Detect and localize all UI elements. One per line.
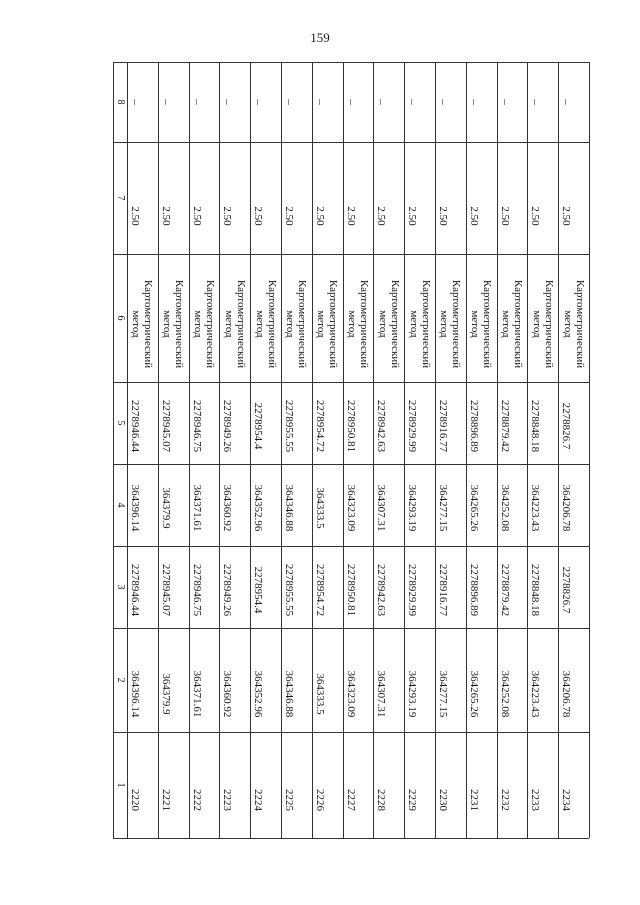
table-cell: 2278929.99 <box>406 563 419 617</box>
table-cell-method: Картометрический метод <box>469 279 494 369</box>
table-cell: 364379.9 <box>159 487 172 529</box>
table-cell: 364371.61 <box>190 670 203 718</box>
table-cell: 364379.9 <box>159 673 172 715</box>
table-header-cell: 4 <box>115 502 126 508</box>
table-cell-method: Картометрический метод <box>376 279 401 369</box>
table-cell: 2278949.26 <box>221 563 234 617</box>
table-cell: 364360.92 <box>221 484 234 532</box>
table-cell: 364396.14 <box>129 484 141 532</box>
table-cell-method: Картометрический метод <box>407 279 432 369</box>
table-cell: 2.50 <box>159 206 172 226</box>
page-number: 159 <box>310 30 330 45</box>
table-column-divider <box>113 62 589 63</box>
table-cell: – <box>375 99 388 105</box>
table-cell: 2278945.07 <box>159 563 172 617</box>
table-cell-method: Картометрический метод <box>192 279 216 369</box>
table-cell: – <box>313 99 326 105</box>
table-cell: 2.50 <box>498 206 511 226</box>
table-cell-method: Картометрический метод <box>161 279 186 369</box>
table-column-divider <box>113 142 589 143</box>
table-cell: 2230 <box>437 789 449 811</box>
table-cell: 2231 <box>467 789 480 811</box>
table-header-cell: 8 <box>115 99 126 105</box>
table-header-cell: 6 <box>115 315 126 321</box>
table-cell: 364323.09 <box>344 670 357 718</box>
table-cell: 2278954.72 <box>313 563 326 617</box>
table-cell: – <box>283 99 295 105</box>
table-cell: 364352.96 <box>252 670 265 718</box>
table-cell: 364252.08 <box>498 670 511 718</box>
table-cell: 364346.88 <box>283 670 295 718</box>
table-row-divider <box>281 62 282 838</box>
table-row-divider <box>558 62 559 838</box>
table-cell: 364293.19 <box>406 670 419 718</box>
table-cell: 364396.14 <box>129 670 141 718</box>
table-cell: 2234 <box>560 789 573 811</box>
table-cell: 364307.31 <box>375 484 388 532</box>
table-cell: 2.50 <box>560 206 573 226</box>
table-cell: 2278950.81 <box>344 563 357 617</box>
table-column-divider <box>113 546 589 547</box>
table-cell: 2229 <box>406 789 419 811</box>
table-cell: 2278879.42 <box>498 563 511 617</box>
table-cell: – <box>344 99 357 105</box>
table-cell: 2224 <box>252 789 265 811</box>
table-header-cell: 5 <box>115 420 126 426</box>
table-cell: 364346.88 <box>283 484 295 532</box>
table-cell: 2278879.42 <box>498 399 511 453</box>
table-row-divider <box>158 62 159 838</box>
table-cell: 2278954.4 <box>252 402 265 450</box>
table-cell: 364206.78 <box>560 484 573 532</box>
table-row-divider <box>466 62 467 838</box>
table-cell-method: Картометрический метод <box>222 279 247 369</box>
table-cell: 2278916.77 <box>437 563 449 617</box>
table-cell: 364206.78 <box>560 670 573 718</box>
table-cell-method: Картометрический метод <box>346 279 370 369</box>
table-cell: 2232 <box>498 789 511 811</box>
table-cell: 2.50 <box>375 206 388 226</box>
table-cell: 2278929.99 <box>406 399 419 453</box>
table-cell: 364333.5 <box>313 487 326 529</box>
table-cell: 2.50 <box>529 206 542 226</box>
table-cell: 2222 <box>190 789 203 811</box>
table-cell: 2233 <box>529 789 542 811</box>
table-cell: – <box>406 99 419 105</box>
table-cell: 364277.15 <box>437 670 449 718</box>
table-cell: 364307.31 <box>375 670 388 718</box>
table-cell: 2.50 <box>467 206 480 226</box>
table-cell: – <box>159 99 172 105</box>
table-column-divider <box>113 628 589 629</box>
table-cell-method: Картометрический метод <box>315 279 340 369</box>
table-row-divider <box>497 62 498 838</box>
table-cell-method: Картометрический метод <box>500 279 524 369</box>
table-cell: – <box>437 99 449 105</box>
table-row-divider <box>219 62 220 838</box>
table-cell: 2278954.4 <box>252 566 265 614</box>
table-cell: 2278826.7 <box>560 402 573 450</box>
table-cell: 364371.61 <box>190 484 203 532</box>
table-row-divider <box>404 62 405 838</box>
table-row-divider <box>250 62 251 838</box>
table-cell: – <box>252 99 265 105</box>
table-cell: – <box>498 99 511 105</box>
table-cell: 364333.5 <box>313 673 326 715</box>
table-cell: 2278942.63 <box>375 563 388 617</box>
table-cell: – <box>529 99 542 105</box>
table-cell: 2278945.07 <box>159 399 172 453</box>
table-cell: 2228 <box>375 789 388 811</box>
table-cell: 2223 <box>221 789 234 811</box>
table-cell: 2278826.7 <box>560 566 573 614</box>
table-cell: 2278896.89 <box>467 563 480 617</box>
table-cell: 2.50 <box>221 206 234 226</box>
table-cell: 2.50 <box>252 206 265 226</box>
table-cell: 2225 <box>283 789 295 811</box>
table-column-divider <box>113 464 589 465</box>
table-header-cell: 3 <box>115 584 126 590</box>
table-cell: 2.50 <box>313 206 326 226</box>
table-cell: 364265.26 <box>467 484 480 532</box>
table-cell-method: Картометрический метод <box>130 279 155 369</box>
table-cell: 2278896.89 <box>467 399 480 453</box>
table-cell: 2226 <box>313 789 326 811</box>
coordinates-table <box>113 62 589 838</box>
table-cell: 2.50 <box>406 206 419 226</box>
table-cell: 2278955.55 <box>283 399 295 453</box>
table-cell: 2.50 <box>437 206 449 226</box>
table-cell: 2278949.26 <box>221 399 234 453</box>
table-cell: 2.50 <box>283 206 295 226</box>
table-cell: – <box>221 99 234 105</box>
table-row-divider <box>127 62 128 838</box>
table-row-divider <box>589 62 590 838</box>
table-cell-method: Картометрический метод <box>438 279 463 369</box>
table-header-cell: 7 <box>115 195 126 201</box>
table-cell: 2.50 <box>344 206 357 226</box>
table-cell: 2278954.72 <box>313 399 326 453</box>
table-cell: – <box>190 99 203 105</box>
table-cell: – <box>129 99 141 105</box>
table-cell: 364360.92 <box>221 670 234 718</box>
table-header-cell: 1 <box>115 782 126 788</box>
table-cell: 364265.26 <box>467 670 480 718</box>
table-cell: 2221 <box>159 789 172 811</box>
table-cell: 2278946.44 <box>129 563 141 617</box>
table-cell: 364252.08 <box>498 484 511 532</box>
table-cell: 364223.43 <box>529 670 542 718</box>
table-cell-method: Картометрический метод <box>253 279 278 369</box>
table-cell: 2278950.81 <box>344 399 357 453</box>
table-row-divider <box>343 62 344 838</box>
table-row-divider <box>435 62 436 838</box>
table-cell: 364223.43 <box>529 484 542 532</box>
table-cell: – <box>560 99 573 105</box>
table-cell: 2227 <box>344 789 357 811</box>
table-cell: 2.50 <box>190 206 203 226</box>
table-cell: – <box>467 99 480 105</box>
table-cell: 2278946.44 <box>129 399 141 453</box>
table-cell-method: Картометрический метод <box>530 279 555 369</box>
table-cell: 364293.19 <box>406 484 419 532</box>
table-cell: 2278916.77 <box>437 399 449 453</box>
table-cell: 2278848.18 <box>529 399 542 453</box>
table-cell: 364352.96 <box>252 484 265 532</box>
table-header-cell: 2 <box>115 677 126 683</box>
table-cell: 2220 <box>129 789 141 811</box>
table-row-divider <box>312 62 313 838</box>
table-cell: 2.50 <box>129 206 141 226</box>
table-cell-method: Картометрический метод <box>561 279 586 369</box>
table-cell: 2278955.55 <box>283 563 295 617</box>
table-cell: 364323.09 <box>344 484 357 532</box>
table-cell: 2278848.18 <box>529 563 542 617</box>
table-row-divider <box>189 62 190 838</box>
table-cell: 2278946.75 <box>190 563 203 617</box>
table-cell-method: Картометрический метод <box>284 279 309 369</box>
table-cell: 2278942.63 <box>375 399 388 453</box>
table-column-divider <box>113 382 589 383</box>
table-cell: 2278946.75 <box>190 399 203 453</box>
table-row-divider <box>373 62 374 838</box>
table-cell: 364277.15 <box>437 484 449 532</box>
table-row-divider <box>527 62 528 838</box>
